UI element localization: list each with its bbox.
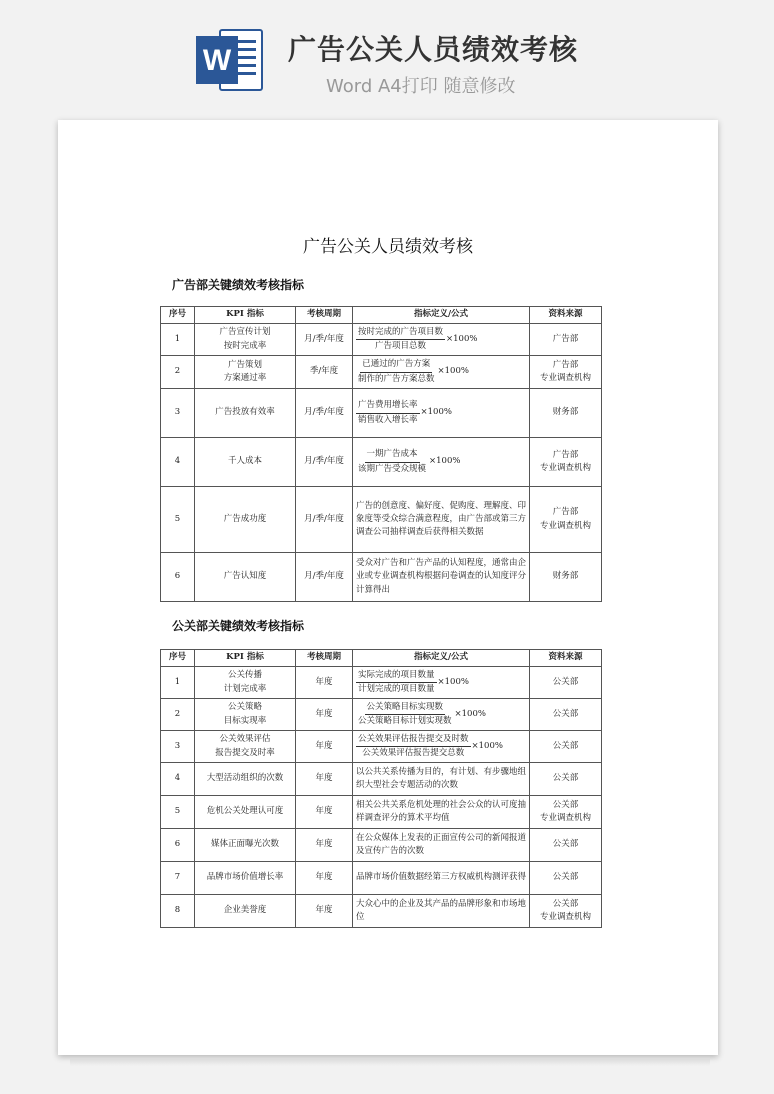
- table-row: [161, 389, 602, 438]
- data-source: [530, 763, 602, 796]
- table-row: [161, 796, 602, 829]
- formula-denominator: 公关效果评估报告提交总数: [362, 748, 465, 758]
- row-number: 6: [161, 829, 195, 862]
- formula-numerator: 按时完成的广告项目数: [356, 326, 445, 340]
- word-icon-letter: W: [202, 44, 232, 77]
- kpi-definition: [353, 389, 530, 438]
- cell-line: 广告投放有效率: [215, 407, 275, 418]
- formula-numerator: 广告费用增长率: [356, 399, 420, 413]
- kpi-definition: 在公众媒体上发表的正面宣传公司的新闻报道及宣传广告的次数: [353, 829, 530, 862]
- cell-line: 方案通过率: [223, 373, 267, 383]
- table-row: [161, 553, 602, 602]
- kpi-name: [195, 487, 296, 553]
- assessment-period: 年度: [296, 829, 353, 862]
- cell-line: 专业调查机构: [539, 813, 591, 823]
- cell-line: 目标实现率: [223, 715, 267, 726]
- cell-line: 专业调查机构: [539, 463, 591, 473]
- kpi-name: [195, 356, 296, 389]
- row-number: 3: [161, 731, 195, 763]
- row-number: 3: [161, 389, 195, 438]
- kpi-name: [195, 731, 296, 763]
- row-number: 4: [161, 438, 195, 487]
- cell-line: 财务部: [552, 407, 579, 418]
- fraction: [356, 701, 454, 728]
- header-source: 资料来源: [530, 650, 602, 667]
- cell-line: 公关部: [552, 740, 579, 751]
- cell-line: 公关部: [552, 799, 579, 810]
- cell-line: 广告策划: [227, 359, 262, 370]
- kpi-definition: [353, 731, 530, 763]
- cell-line: 广告部: [552, 333, 579, 344]
- formula-denominator: 销售收入增长率: [358, 414, 418, 425]
- fraction: [356, 358, 437, 385]
- cell-line: 按时完成率: [223, 340, 267, 351]
- row-number: 1: [161, 324, 195, 356]
- kpi-definition: [353, 667, 530, 699]
- assessment-period: 月/季/年度: [296, 438, 353, 487]
- assessment-period: 年度: [296, 895, 353, 928]
- cell-line: 公关效果评估: [219, 734, 271, 745]
- cell-line: 广告宣传计划: [219, 327, 271, 338]
- data-source: [530, 829, 602, 862]
- formula-multiplier: ×100%: [420, 407, 452, 418]
- formula-denominator: 计划完成的项目数量: [358, 684, 435, 694]
- cell-line: 公关部: [552, 872, 579, 883]
- cell-line: 公关部: [552, 898, 579, 909]
- formula-numerator: 一期广告成本: [365, 448, 420, 462]
- kpi-definition: 品牌市场价值数据经第三方权威机构测评获得: [353, 862, 530, 895]
- header-kpi: KPI 指标: [195, 307, 296, 324]
- data-source: [530, 699, 602, 731]
- fraction: [356, 326, 445, 353]
- assessment-period: 年度: [296, 862, 353, 895]
- formula-multiplier: ×100%: [437, 676, 469, 687]
- cell-line: 财务部: [552, 571, 579, 582]
- data-source: [530, 324, 602, 356]
- formula-numerator: 实际完成的项目数量: [356, 669, 437, 683]
- kpi-name: [195, 895, 296, 928]
- kpi-name: [195, 324, 296, 356]
- kpi-definition: [353, 438, 530, 487]
- formula-multiplier: ×100%: [429, 456, 461, 467]
- cell-line: 企业美誉度: [223, 905, 267, 916]
- data-source: [530, 553, 602, 602]
- formula-multiplier: ×100%: [446, 333, 478, 344]
- cell-line: 公关部: [552, 676, 579, 687]
- cell-line: 广告认知度: [223, 571, 267, 582]
- formula: [356, 701, 486, 728]
- data-source: [530, 731, 602, 763]
- kpi-definition: [353, 356, 530, 389]
- table-row: [161, 763, 602, 796]
- fraction: [356, 669, 437, 696]
- header-no: 序号: [161, 650, 195, 667]
- cell-line: 广告部: [552, 449, 579, 460]
- formula-multiplier: ×100%: [437, 366, 469, 377]
- pr-kpi-table: [160, 649, 602, 928]
- assessment-period: 季/年度: [296, 356, 353, 389]
- header-period: 考核周期: [296, 307, 353, 324]
- kpi-name: [195, 553, 296, 602]
- header-period: 考核周期: [296, 650, 353, 667]
- document-page: [58, 120, 718, 1055]
- kpi-definition: [353, 324, 530, 356]
- table-row: [161, 324, 602, 356]
- cell-line: 公关部: [552, 708, 579, 719]
- row-number: 2: [161, 699, 195, 731]
- header-kpi: KPI 指标: [195, 650, 296, 667]
- data-source: [530, 862, 602, 895]
- assessment-period: 年度: [296, 796, 353, 829]
- formula-numerator: 公关策略目标实现数: [365, 701, 446, 715]
- ad-section-title: 广告部关键绩效考核指标: [172, 278, 305, 292]
- table-row: [161, 829, 602, 862]
- cell-line: 品牌市场价值增长率: [206, 872, 284, 883]
- kpi-definition: [353, 699, 530, 731]
- table-row: [161, 667, 602, 699]
- table-row: [161, 862, 602, 895]
- header-definition: 指标定义/公式: [353, 650, 530, 667]
- row-number: 6: [161, 553, 195, 602]
- row-number: 1: [161, 667, 195, 699]
- formula-denominator: 公关策略目标计划实现数: [358, 716, 452, 726]
- word-document-icon: [194, 24, 266, 96]
- kpi-name: [195, 699, 296, 731]
- assessment-period: 月/季/年度: [296, 389, 353, 438]
- cell-line: 广告部: [552, 507, 579, 518]
- header-title: 广告公关人员绩效考核: [288, 33, 579, 66]
- cell-line: 公关部: [552, 839, 579, 850]
- assessment-period: 年度: [296, 731, 353, 763]
- kpi-name: [195, 796, 296, 829]
- kpi-name: [195, 763, 296, 796]
- data-source: [530, 438, 602, 487]
- formula-numerator: 已通过的广告方案: [360, 358, 432, 372]
- header-source: 资料来源: [530, 307, 602, 324]
- kpi-definition: 广告的创意度、偏好度、促购度、理解度、印象度等受众综合满意程度，由广告部或第三方调查公司抽样调查后获得相关数据: [353, 487, 530, 553]
- cell-line: 危机公关处理认可度: [206, 806, 284, 817]
- pr-section-title: 公关部关键绩效考核指标: [172, 619, 305, 633]
- cell-line: 广告部: [552, 359, 579, 370]
- data-source: [530, 356, 602, 389]
- row-number: 2: [161, 356, 195, 389]
- formula-denominator: 制作的广告方案总数: [358, 373, 435, 384]
- formula: [356, 358, 469, 385]
- formula: [356, 669, 469, 696]
- kpi-name: [195, 667, 296, 699]
- row-number: 5: [161, 796, 195, 829]
- formula-denominator: 该期广告受众规模: [358, 463, 427, 474]
- formula: [356, 733, 503, 760]
- assessment-period: 月/季/年度: [296, 324, 353, 356]
- row-number: 7: [161, 862, 195, 895]
- table-row: [161, 356, 602, 389]
- table-row: [161, 895, 602, 928]
- cell-line: 公关传播: [227, 670, 262, 681]
- page-shadow: [70, 1058, 710, 1066]
- row-number: 8: [161, 895, 195, 928]
- data-source: [530, 487, 602, 553]
- table-header-row: [161, 307, 602, 324]
- cell-line: 公关策略: [227, 702, 262, 713]
- table-header-row: [161, 650, 602, 667]
- formula: [356, 448, 460, 475]
- row-number: 5: [161, 487, 195, 553]
- cell-line: 专业调查机构: [539, 520, 591, 531]
- data-source: [530, 895, 602, 928]
- cell-line: 专业调查机构: [539, 373, 591, 383]
- page-title: 广告公关人员绩效考核: [303, 237, 473, 257]
- table-row: [161, 487, 602, 553]
- kpi-name: [195, 438, 296, 487]
- assessment-period: 年度: [296, 699, 353, 731]
- formula: [356, 326, 477, 353]
- data-source: [530, 389, 602, 438]
- kpi-name: [195, 862, 296, 895]
- table-row: [161, 731, 602, 763]
- header-subtitle: Word A4打印 随意修改: [326, 76, 516, 97]
- cell-line: 媒体正面曝光次数: [210, 839, 279, 850]
- header-definition: 指标定义/公式: [353, 307, 530, 324]
- row-number: 4: [161, 763, 195, 796]
- header-no: 序号: [161, 307, 195, 324]
- assessment-period: 月/季/年度: [296, 487, 353, 553]
- fraction: [356, 448, 428, 475]
- fraction: [356, 733, 471, 760]
- ad-kpi-table: [160, 306, 602, 602]
- kpi-name: [195, 829, 296, 862]
- data-source: [530, 796, 602, 829]
- preview-header: [0, 0, 774, 110]
- cell-line: 公关部: [552, 773, 579, 784]
- assessment-period: 年度: [296, 763, 353, 796]
- fraction: [356, 399, 420, 426]
- cell-line: 广告成功度: [223, 513, 267, 524]
- formula-denominator: 广告项目总数: [375, 341, 427, 351]
- table-row: [161, 438, 602, 487]
- assessment-period: 年度: [296, 667, 353, 699]
- cell-line: 专业调查机构: [539, 912, 591, 922]
- formula-numerator: 公关效果评估报告提交及时数: [356, 733, 471, 747]
- kpi-definition: 相关公共关系危机处理的社会公众的认可度抽样调查评分的算术平均值: [353, 796, 530, 829]
- formula-multiplier: ×100%: [471, 740, 503, 751]
- assessment-period: 月/季/年度: [296, 553, 353, 602]
- cell-line: 报告提交及时率: [215, 747, 275, 758]
- cell-line: 大型活动组织的次数: [206, 773, 284, 784]
- data-source: [530, 667, 602, 699]
- kpi-name: [195, 389, 296, 438]
- kpi-definition: 以公共关系传播为目的，有计划、有步骤地组织大型社会专题活动的次数: [353, 763, 530, 796]
- formula: [356, 399, 452, 426]
- kpi-definition: 大众心中的企业及其产品的品牌形象和市场地位: [353, 895, 530, 928]
- table-row: [161, 699, 602, 731]
- formula-multiplier: ×100%: [454, 708, 486, 719]
- cell-line: 计划完成率: [223, 683, 267, 694]
- kpi-definition: 受众对广告和广告产品的认知程度，通常由企业或专业调查机构根据问卷调查的认知度评分计算得出: [353, 553, 530, 602]
- cell-line: 千人成本: [227, 456, 262, 467]
